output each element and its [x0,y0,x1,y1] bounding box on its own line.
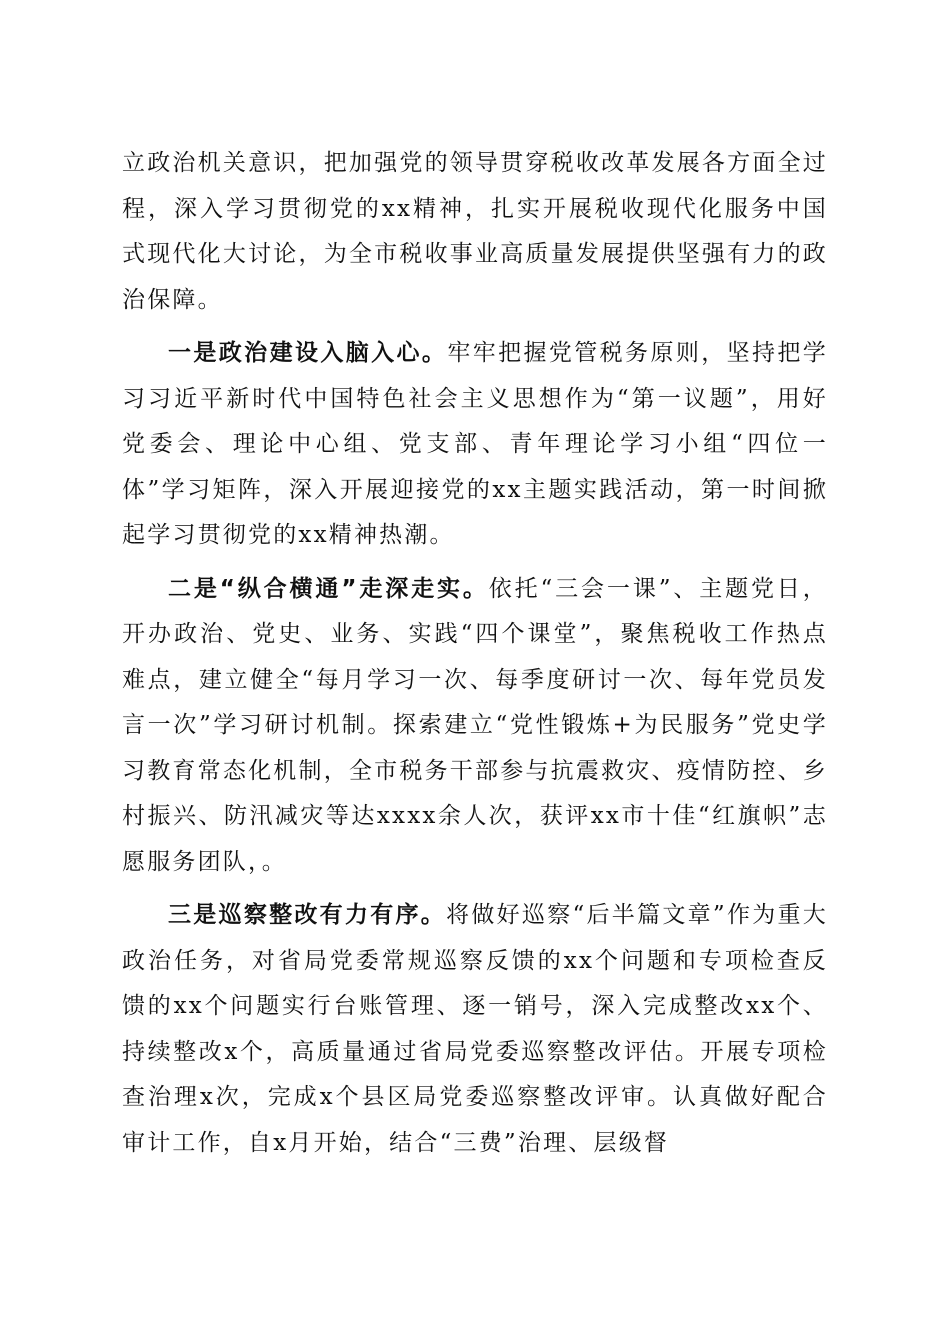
paragraph-vertical-horizontal-text: 依托“三会一课”、主题党日，开办政治、党史、业务、实践“四个课堂”，聚焦税收工作热点难点，建立健全“每月学习一次、每季度研讨一次、每年党员发言一次”学习研讨机制。探索建立“党性锻炼+为民服务”党史学习教育常态化机制，全市税务干部参与抗震救灾、疫情防控、乡村振兴、防汛减灾等达xxxx余人次，获评xx市十佳“红旗帜”志愿服务团队，。 [122,575,828,875]
paragraph-political-building [122,331,828,559]
paragraph-intro-text: 立政治机关意识，把加强党的领导贯穿税收改革发展各方面全过程，深入学习贯彻党的xx精神，扎实开展税收现代化服务中国式现代化大讨论，为全市税收事业高质量发展提供坚强有力的政治保障。 [122,150,828,313]
paragraph-inspection-rectification-text: 将做好巡察“后半篇文章”作为重大政治任务，对省局党委常规巡察反馈的xx个问题和专项检查反馈的xx个问题实行台账管理、逐一销号，深入完成整改xx个、持续整改x个，高质量通过省局党委巡察整改评估。开展专项检查治理x次，完成x个县区局党委巡察整改评审。认真做好配合审计工作，自x月开始，结合“三费”治理、层级督 [122,902,829,1156]
document-body [122,141,828,1174]
paragraph-political-building-heading: 一是政治建设入脑入心。 [168,340,448,366]
paragraph-political-building-text: 牢牢把握党管税务原则，坚持把学习习近平新时代中国特色社会主义思想作为“第一议题”，用好党委会、理论中心组、党支部、青年理论学习小组“四位一体”学习矩阵，深入开展迎接党的xx主题实践活动，第一时间掀起学习贯彻党的xx精神热潮。 [122,340,828,548]
paragraph-intro [122,141,828,323]
paragraph-inspection-rectification [122,893,828,1166]
paragraph-inspection-rectification-heading: 三是巡察整改有力有序。 [168,902,447,928]
paragraph-vertical-horizontal [122,567,828,886]
paragraph-vertical-horizontal-heading: 二是“纵合横通”走深走实。 [168,575,489,602]
